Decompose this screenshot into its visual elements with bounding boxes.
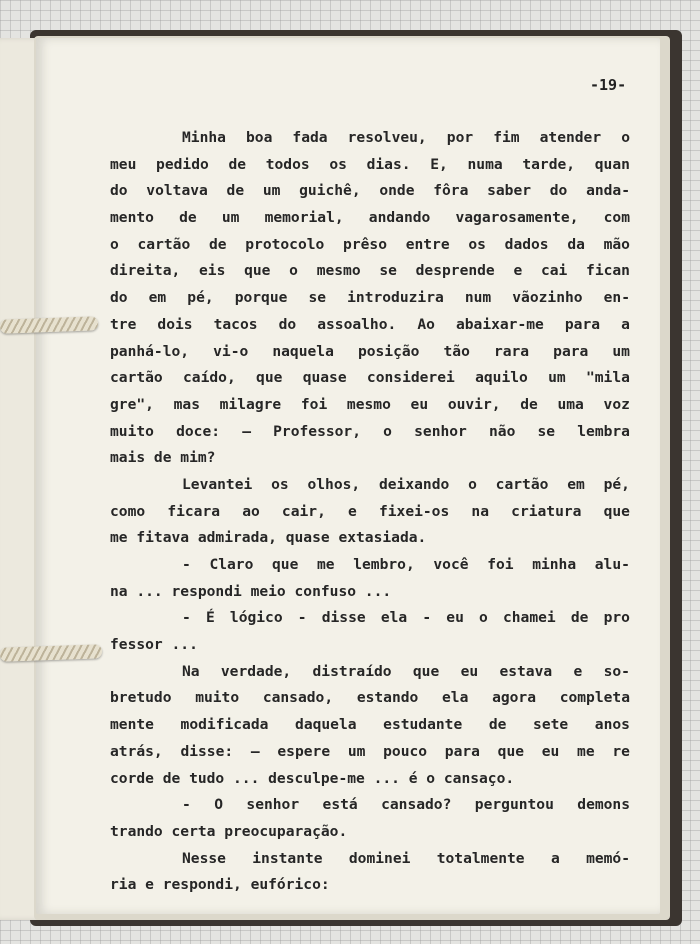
text-line: Minha boa fada resolveu, por fim atender o [182,129,630,146]
text-line: corde de tudo ... desculpe-me ... é o cansaço. [110,769,515,787]
text-line: - O senhor está cansado? perguntou demons [182,796,630,814]
text-line: direita, eis que o mesmo se desprende e cai fican [110,262,630,280]
text-line: - Claro que me lembro, você foi minha alu- [182,556,630,573]
text-line: fessor ... [110,636,198,654]
text-line: me fitava admirada, quase extasiada. [110,529,427,547]
text-line: Nesse instante dominei totalmente a memó- [182,849,630,867]
text-line: mais de mim? [110,449,216,467]
text-line: gre", mas milagre foi mesmo eu ouvir, de uma voz [110,395,630,413]
text-line: atrás, disse: — espere um pouco para que eu me re [110,742,630,760]
text-line: do voltava de um guichê, onde fôra saber do anda- [110,182,630,200]
text-line: Levantei os olhos, deixando o cartão em pé, [182,475,630,493]
text-line: muito doce: — Professor, o senhor não se lembra [110,422,630,440]
text-line: mento de um memorial, andando vagarosamente, com [110,209,630,227]
text-line: ria e respondi, eufórico: [110,876,330,894]
text-line: do em pé, porque se introduzira num vãozinho en- [110,289,630,307]
text-line: panhá-lo, vi-o naquela posição tão rara para um [110,342,630,360]
text-line: mente modificada daquela estudante de sete anos [110,716,630,734]
text-line: tre dois tacos do assoalho. Ao abaixar-me para a [110,315,630,333]
text-line: bretudo muito cansado, estando ela agora completa [110,689,630,707]
text-line: cartão caído, que quase considerei aquilo um "mila [110,369,630,387]
text-line: como ficara ao cair, e fixei-os na criatura que [110,502,630,520]
text-line: o cartão de protocolo prêso entre os dados da mão [110,235,630,253]
page-number: -19- [590,76,627,94]
text-line: na ... respondi meio confuso ... [110,582,392,600]
text-line: Na verdade, distraído que eu estava e so- [182,662,630,680]
text-line: - É lógico - disse ela - eu o chamei de pro [182,609,630,627]
text-line: trando certa preocuparação. [110,822,348,840]
typewritten-text [110,125,630,899]
text-line: meu pedido de todos os dias. E, numa tarde, quan [110,155,630,173]
